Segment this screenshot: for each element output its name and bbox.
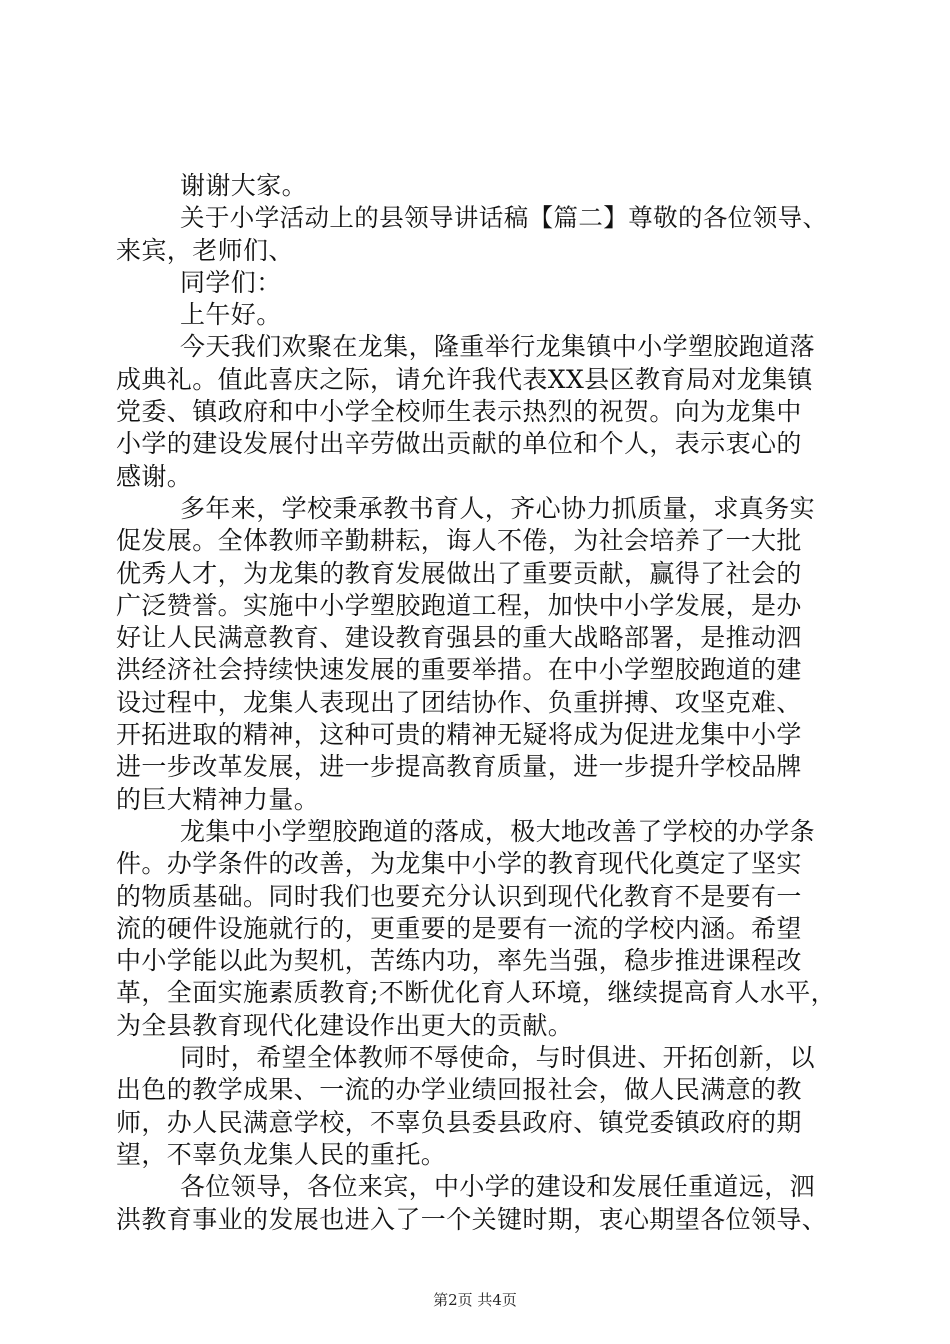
text-line: 出色的教学成果、一流的办学业绩回报社会，做人民满意的教 <box>116 1075 802 1105</box>
text-line: 各位领导，各位来宾，中小学的建设和发展任重道远，泗 <box>180 1172 816 1202</box>
text-line: 同学们： <box>180 267 282 297</box>
text-line: 关于小学活动上的县领导讲话稿【篇二】尊敬的各位领导、 <box>180 203 828 233</box>
text-line: 谢谢大家。 <box>180 171 308 200</box>
text-line: 成典礼。值此喜庆之际，请允许我代表XX县区教育局对龙集镇 <box>116 364 813 394</box>
text-line: 设过程中，龙集人表现出了团结协作、负重拼搏、攻坚克难、 <box>116 687 802 717</box>
text-line: 为全县教育现代化建设作出更大的贡献。 <box>116 1010 574 1040</box>
text-line: 同时，希望全体教师不辱使命，与时俱进、开拓创新，以 <box>180 1043 816 1073</box>
text-line: 的巨大精神力量。 <box>116 784 320 814</box>
text-line: 望，不辜负龙集人民的重托。 <box>116 1139 447 1169</box>
text-line: 来宾，老师们、 <box>116 235 294 265</box>
document-body <box>116 170 836 1236</box>
page-number-footer: 第2页 共4页 <box>433 1291 517 1309</box>
text-line: 中小学能以此为契机，苦练内功，率先当强，稳步推进课程改 <box>116 946 802 976</box>
text-line: 流的硬件设施就行的，更重要的是要有一流的学校内涵。希望 <box>116 913 802 943</box>
text-line: 今天我们欢聚在龙集，隆重举行龙集镇中小学塑胶跑道落 <box>180 332 816 362</box>
text-line: 革，全面实施素质教育;不断优化育人环境，继续提高育人水平， <box>116 978 837 1008</box>
text-line: 小学的建设发展付出辛劳做出贡献的单位和个人，表示衷心的 <box>116 429 802 459</box>
text-line: 优秀人才，为龙集的教育发展做出了重要贡献，赢得了社会的 <box>116 558 802 588</box>
text-line: 促发展。全体教师辛勤耕耘，诲人不倦，为社会培养了一大批 <box>116 526 802 556</box>
text-line: 感谢。 <box>116 461 193 491</box>
text-line: 的物质基础。同时我们也要充分认识到现代化教育不是要有一 <box>116 881 802 911</box>
text-line: 件。办学条件的改善，为龙集中小学的教育现代化奠定了坚实 <box>116 849 802 879</box>
text-line: 进一步改革发展，进一步提高教育质量，进一步提升学校品牌 <box>116 752 802 782</box>
text-line: 龙集中小学塑胶跑道的落成，极大地改善了学校的办学条 <box>180 816 816 846</box>
text-line: 好让人民满意教育、建设教育强县的重大战略部署，是推动泗 <box>116 623 802 653</box>
text-line: 广泛赞誉。实施中小学塑胶跑道工程，加快中小学发展，是办 <box>116 590 802 620</box>
text-line: 多年来，学校秉承教书育人，齐心协力抓质量，求真务实 <box>180 493 816 523</box>
text-line: 党委、镇政府和中小学全校师生表示热烈的祝贺。向为龙集中 <box>116 397 802 427</box>
text-line: 师，办人民满意学校，不辜负县委县政府、镇党委镇政府的期 <box>116 1107 802 1137</box>
text-line: 开拓进取的精神，这种可贵的精神无疑将成为促进龙集中小学 <box>116 720 802 750</box>
text-line: 上午好。 <box>180 300 282 330</box>
text-line: 洪教育事业的发展也进入了一个关键时期，衷心期望各位领导、 <box>116 1204 828 1234</box>
text-line: 洪经济社会持续快速发展的重要举措。在中小学塑胶跑道的建 <box>116 655 802 685</box>
